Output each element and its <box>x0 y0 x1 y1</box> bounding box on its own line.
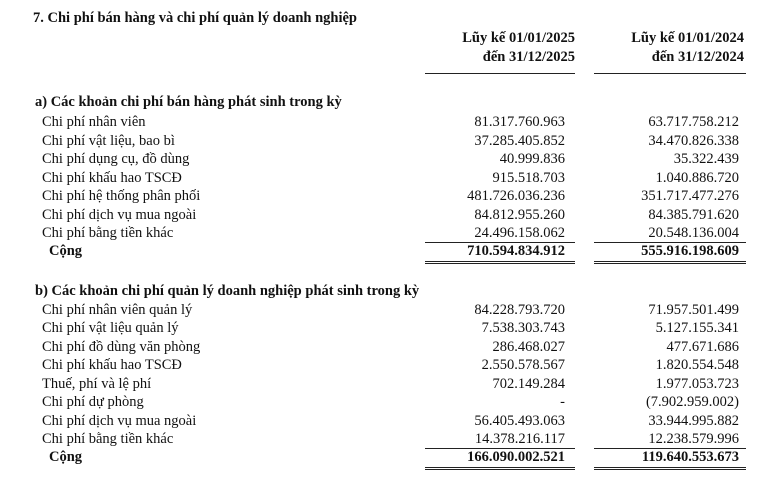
column-header-2025-line1: Lũy kế 01/01/2025 <box>462 30 575 46</box>
table-row-value-2025: 481.726.036.236 <box>467 188 565 204</box>
table-row-value-2024: 34.470.826.338 <box>648 133 739 149</box>
table-row-value-2025: 14.378.216.117 <box>474 431 565 447</box>
total-double-rule-2024 <box>594 467 746 470</box>
column-header-2024-line1: Lũy kế 01/01/2024 <box>631 30 744 46</box>
total-value-2025: 166.090.002.521 <box>467 449 565 465</box>
table-row-value-2025: 702.149.284 <box>492 376 565 392</box>
table-row-value-2025: 7.538.303.743 <box>481 320 565 336</box>
table-row-value-2024: 351.717.477.276 <box>641 188 739 204</box>
table-row-value-2025: 84.228.793.720 <box>474 302 565 318</box>
table-row-value-2024: (7.902.959.002) <box>645 394 739 410</box>
table-row-label: Thuế, phí và lệ phí <box>42 376 152 392</box>
table-row-label: Chi phí đồ dùng văn phòng <box>42 339 201 355</box>
table-row-value-2024: 20.548.136.004 <box>648 225 739 241</box>
table-row-label: Chi phí dụng cụ, đồ dùng <box>42 151 190 167</box>
table-row-value-2025: 56.405.493.063 <box>474 413 565 429</box>
table-row-value-2025: 81.317.760.963 <box>474 114 565 130</box>
table-row-label: Chi phí khấu hao TSCĐ <box>42 170 182 186</box>
table-row-value-2024: 12.238.579.996 <box>648 431 739 447</box>
table-row-value-2024: 63.717.758.212 <box>648 114 739 130</box>
table-row-value-2025: 84.812.955.260 <box>474 207 565 223</box>
column-header-2025-line2: đến 31/12/2025 <box>482 49 575 65</box>
section-a-heading: a) Các khoản chi phí bán hàng phát sinh trong kỳ <box>35 94 342 110</box>
header-underline-2024 <box>594 73 746 74</box>
table-row-value-2024: 5.127.155.341 <box>655 320 739 336</box>
table-row-value-2025: - <box>560 394 565 410</box>
table-row-value-2024: 1.977.053.723 <box>655 376 739 392</box>
total-double-rule-2025 <box>425 261 575 264</box>
total-label: Cộng <box>49 449 83 465</box>
table-row-label: Chi phí dịch vụ mua ngoài <box>42 207 197 223</box>
table-row-label: Chi phí nhân viên <box>42 114 146 130</box>
table-row-label: Chi phí dịch vụ mua ngoài <box>42 413 197 429</box>
table-row-value-2024: 71.957.501.499 <box>648 302 739 318</box>
table-row-label: Chi phí bằng tiền khác <box>42 225 174 241</box>
table-row-value-2024: 1.040.886.720 <box>655 170 739 186</box>
total-double-rule-2024 <box>594 261 746 264</box>
table-row-label: Chi phí dự phòng <box>42 394 144 410</box>
column-header-2024-line2: đến 31/12/2024 <box>651 49 744 65</box>
table-row-value-2024: 1.820.554.548 <box>655 357 739 373</box>
table-row-value-2024: 477.671.686 <box>666 339 739 355</box>
table-row-value-2024: 33.944.995.882 <box>648 413 739 429</box>
table-row-value-2024: 35.322.439 <box>673 151 739 167</box>
total-value-2024: 119.640.553.673 <box>641 449 739 465</box>
section-title: 7. Chi phí bán hàng và chi phí quản lý doanh nghiệp <box>33 10 357 26</box>
total-value-2025: 710.594.834.912 <box>467 243 565 259</box>
table-row-value-2025: 24.496.158.062 <box>474 225 565 241</box>
table-row-label: Chi phí hệ thống phân phối <box>42 188 201 204</box>
section-b-heading: b) Các khoản chi phí quản lý doanh nghiệp phát sinh trong kỳ <box>35 283 420 299</box>
table-row-value-2025: 37.285.405.852 <box>474 133 565 149</box>
table-row-label: Chi phí vật liệu quản lý <box>42 320 179 336</box>
table-row-label: Chi phí vật liệu, bao bì <box>42 133 175 149</box>
table-row-value-2025: 40.999.836 <box>499 151 565 167</box>
table-row-label: Chi phí nhân viên quản lý <box>42 302 193 318</box>
table-row-label: Chi phí bằng tiền khác <box>42 431 174 447</box>
table-row-value-2024: 84.385.791.620 <box>648 207 739 223</box>
table-row-label: Chi phí khấu hao TSCĐ <box>42 357 182 373</box>
header-underline-2025 <box>425 73 575 74</box>
total-value-2024: 555.916.198.609 <box>641 243 739 259</box>
total-label: Cộng <box>49 243 83 259</box>
table-row-value-2025: 2.550.578.567 <box>481 357 565 373</box>
table-row-value-2025: 286.468.027 <box>492 339 565 355</box>
total-double-rule-2025 <box>425 467 575 470</box>
table-row-value-2025: 915.518.703 <box>492 170 565 186</box>
